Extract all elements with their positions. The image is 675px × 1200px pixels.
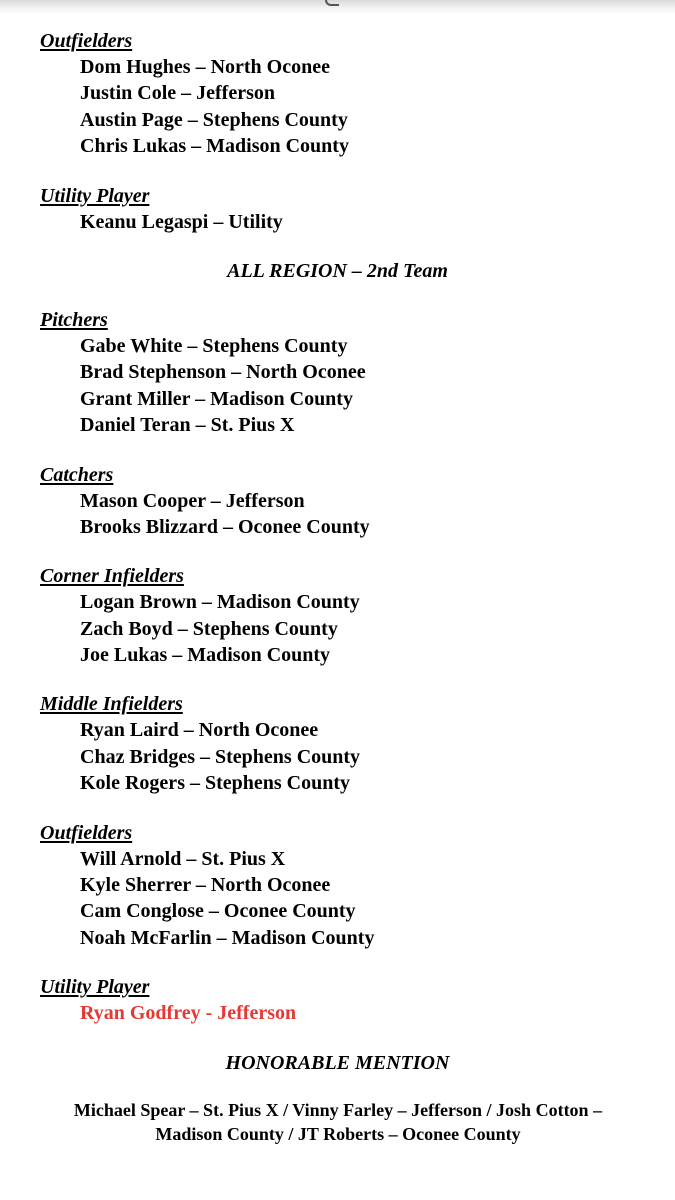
section-heading: Utility Player [40,976,150,999]
player-entry: Keanu Legaspi – Utility [80,210,283,233]
player-entry: Grant Miller – Madison County [80,387,353,410]
clipped-text-fragment [325,0,339,6]
player-entry: Ryan Laird – North Oconee [80,719,319,742]
section-second-team-utility [0,974,675,1026]
player-entry: Logan Brown – Madison County [80,591,360,614]
document-page [0,28,675,1146]
section-heading: Middle Infielders [40,693,183,716]
player-entry: Austin Page – Stephens County [80,108,348,131]
second-team-title: ALL REGION – 2nd Team [227,259,448,282]
section-heading: Corner Infielders [40,565,184,588]
section-heading: Pitchers [40,308,108,331]
section-heading: Catchers [40,463,114,486]
player-entry: Chris Lukas – Madison County [80,135,349,158]
player-entry: Will Arnold – St. Pius X [80,847,286,870]
honorable-mention-line: Michael Spear – St. Pius X / Vinny Farley – Jefferson / Josh Cotton – [73,1099,603,1120]
honorable-mention-text [28,1098,648,1146]
player-entry: Joe Lukas – Madison County [80,644,331,667]
player-entry: Noah McFarlin – Madison County [80,926,375,949]
player-entry-highlighted: Ryan Godfrey - Jefferson [80,1002,297,1025]
section-pitchers [0,307,675,439]
section-heading: Utility Player [40,184,150,207]
player-entry: Kole Rogers – Stephens County [80,772,351,795]
section-heading: Outfielders [40,30,133,52]
section-second-team-outfielders [0,820,675,952]
player-entry: Kyle Sherrer – North Oconee [80,874,331,897]
honorable-mention-line: Madison County / JT Roberts – Oconee County [155,1123,521,1144]
section-first-team-utility [0,183,675,235]
player-entry: Brooks Blizzard – Oconee County [80,515,370,538]
section-first-team-outfielders [0,28,675,160]
player-entry: Zach Boyd – Stephens County [80,617,338,640]
player-entry: Justin Cole – Jefferson [80,82,275,105]
player-entry: Brad Stephenson – North Oconee [80,361,366,384]
player-entry: Dom Hughes – North Oconee [80,56,330,78]
section-middle-infielders [0,691,675,796]
honorable-mention-title: HONORABLE MENTION [225,1051,450,1074]
player-entry: Daniel Teran – St. Pius X [80,414,295,437]
player-entry: Chaz Bridges – Stephens County [80,745,361,768]
section-corner-infielders [0,563,675,668]
section-catchers [0,462,675,541]
player-entry: Mason Cooper – Jefferson [80,489,305,512]
player-entry: Gabe White – Stephens County [80,334,348,357]
section-heading: Outfielders [40,821,133,844]
player-entry: Cam Conglose – Oconee County [80,900,356,923]
